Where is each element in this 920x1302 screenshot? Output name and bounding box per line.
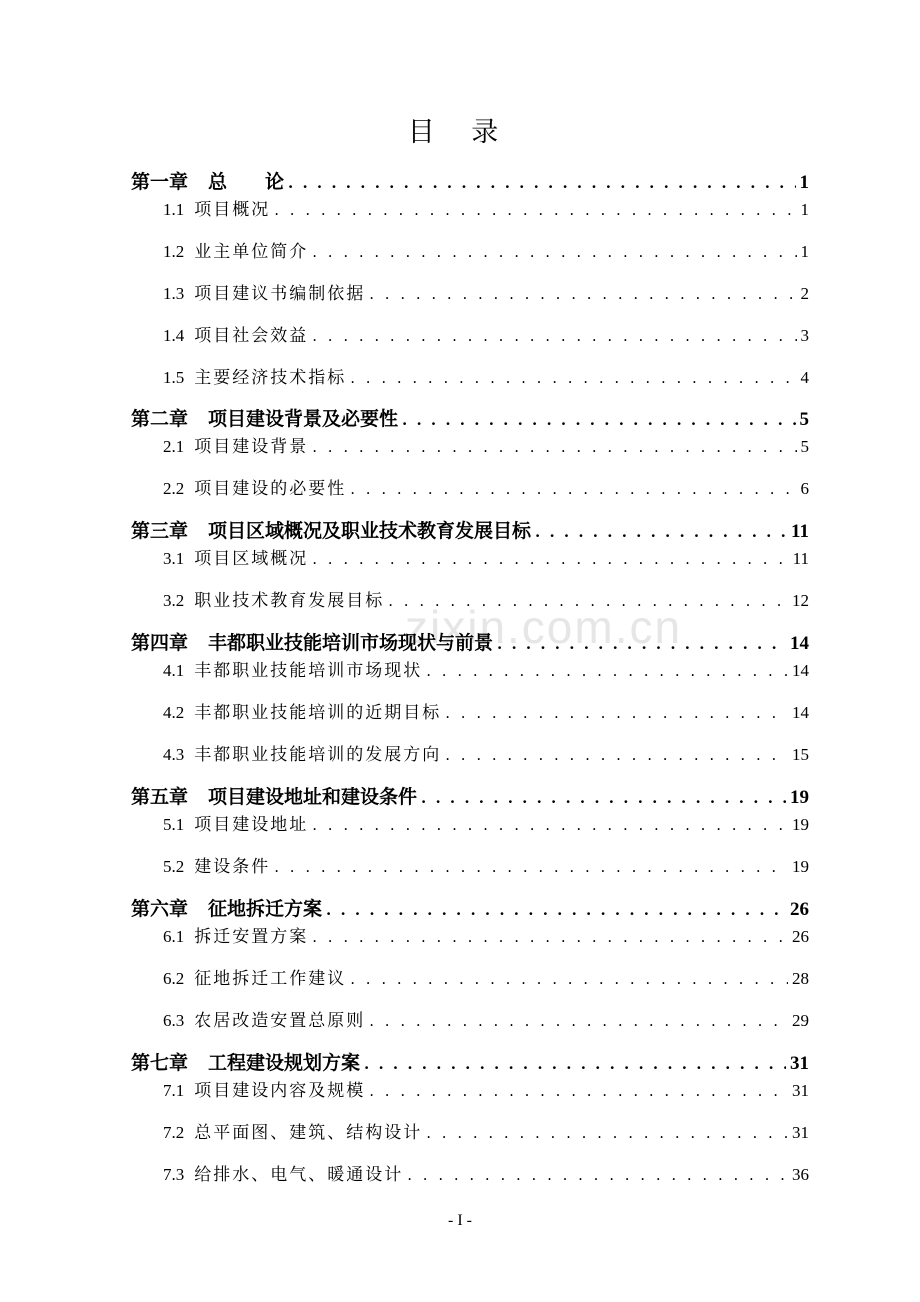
toc-entry-title: 总 论	[208, 171, 285, 193]
toc-chapter-entry[interactable]	[0, 167, 920, 197]
toc-leader-dots	[535, 523, 787, 541]
toc-section-entry[interactable]	[0, 279, 920, 309]
toc-entry-title: 丰都职业技能培训的近期目标	[194, 703, 442, 723]
toc-leader-dots	[350, 369, 796, 387]
toc-entry-number: 4.3	[163, 745, 185, 764]
toc-entry-title: 项目建议书编制依据	[194, 284, 366, 304]
toc-chapter-entry[interactable]	[0, 516, 920, 546]
toc-section-entry[interactable]	[0, 1118, 920, 1148]
toc-entry-title: 丰都职业技能培训的发展方向	[194, 745, 442, 765]
toc-entry-title: 建设条件	[194, 857, 271, 877]
toc-page-number: 31	[790, 1053, 809, 1074]
toc-entry-title: 项目概况	[194, 200, 271, 220]
toc-section-entry[interactable]	[0, 964, 920, 994]
toc-entry-number: 3.2	[163, 591, 185, 610]
toc-leader-dots	[312, 928, 788, 946]
toc-page-number: 15	[792, 745, 809, 764]
toc-entry-title: 项目建设背景及必要性	[208, 408, 399, 430]
toc-leader-dots	[402, 411, 795, 429]
toc-section-entry[interactable]	[0, 586, 920, 616]
toc-entry-title: 征地拆迁工作建议	[194, 969, 347, 989]
toc-leader-dots	[274, 858, 788, 876]
toc-entry-title: 项目建设地址和建设条件	[208, 786, 418, 808]
toc-entry-number: 第六章	[131, 898, 189, 920]
toc-leader-dots	[369, 1012, 788, 1030]
toc-entry-title: 项目社会效益	[194, 326, 309, 346]
toc-entry-title: 项目建设地址	[194, 815, 309, 835]
toc-chapter-entry[interactable]	[0, 404, 920, 434]
toc-section-entry[interactable]	[0, 195, 920, 225]
toc-leader-dots	[312, 550, 788, 568]
toc-entry-title: 项目建设内容及规模	[194, 1081, 366, 1101]
toc-entry-number: 6.1	[163, 927, 185, 946]
toc-leader-dots	[274, 201, 796, 219]
toc-page-number: 19	[792, 857, 809, 876]
toc-page-number: 6	[800, 479, 809, 498]
toc-page-number: 14	[792, 703, 809, 722]
toc-section-entry[interactable]	[0, 237, 920, 267]
toc-page-number: 31	[792, 1123, 809, 1142]
toc-page-number: 36	[792, 1165, 809, 1184]
toc-leader-dots	[312, 438, 796, 456]
toc-entry-number: 1.5	[163, 368, 185, 387]
toc-page-number: 11	[791, 521, 809, 542]
toc-leader-dots	[369, 1082, 788, 1100]
toc-chapter-entry[interactable]	[0, 894, 920, 924]
toc-page-number: 5	[800, 437, 809, 456]
toc-section-entry[interactable]	[0, 544, 920, 574]
toc-page-number: 19	[790, 787, 809, 808]
toc-section-entry[interactable]	[0, 740, 920, 770]
toc-leader-dots	[445, 746, 788, 764]
toc-page-number: 4	[800, 368, 809, 387]
toc-leader-dots	[350, 970, 788, 988]
toc-leader-dots	[288, 174, 795, 192]
toc-section-entry[interactable]	[0, 698, 920, 728]
toc-leader-dots	[369, 285, 796, 303]
toc-entry-number: 2.2	[163, 479, 185, 498]
toc-entry-number: 1.2	[163, 242, 185, 261]
toc-entry-title: 项目建设的必要性	[194, 479, 347, 499]
toc-leader-dots	[426, 1124, 788, 1142]
toc-entry-title: 丰都职业技能培训市场现状	[194, 661, 423, 681]
toc-entry-number: 4.1	[163, 661, 185, 680]
toc-page-number: 29	[792, 1011, 809, 1030]
toc-entry-number: 第三章	[131, 520, 189, 542]
toc-section-entry[interactable]	[0, 1160, 920, 1190]
toc-section-entry[interactable]	[0, 852, 920, 882]
toc-entry-number: 2.1	[163, 437, 185, 456]
toc-page-number: 28	[792, 969, 809, 988]
toc-entry-number: 第五章	[131, 786, 189, 808]
toc-leader-dots	[364, 1055, 786, 1073]
toc-page-number: 19	[792, 815, 809, 834]
toc-entry-number: 1.4	[163, 326, 185, 345]
toc-entry-number: 6.3	[163, 1011, 185, 1030]
toc-page-number: 26	[790, 899, 809, 920]
toc-page-number: 1	[800, 242, 809, 261]
toc-page-number: 12	[792, 591, 809, 610]
toc-entry-title: 征地拆迁方案	[208, 898, 323, 920]
toc-entry-title: 拆迁安置方案	[194, 927, 309, 947]
toc-entry-title: 项目区域概况及职业技术教育发展目标	[208, 520, 532, 542]
toc-section-entry[interactable]	[0, 1006, 920, 1036]
toc-section-entry[interactable]	[0, 363, 920, 393]
page-footer: - I -	[448, 1212, 472, 1229]
toc-leader-dots	[326, 901, 786, 919]
toc-entry-title: 工程建设规划方案	[208, 1052, 361, 1074]
toc-entry-number: 5.2	[163, 857, 185, 876]
toc-entry-title: 职业技术教育发展目标	[194, 591, 385, 611]
toc-entry-number: 7.3	[163, 1165, 185, 1184]
toc-section-entry[interactable]	[0, 321, 920, 351]
toc-section-entry[interactable]	[0, 656, 920, 686]
toc-entry-title: 项目建设背景	[194, 437, 309, 457]
toc-entry-number: 6.2	[163, 969, 185, 988]
toc-leader-dots	[407, 1166, 788, 1184]
toc-entry-title: 总平面图、建筑、结构设计	[194, 1123, 423, 1143]
toc-page-number: 26	[792, 927, 809, 946]
toc-page-number: 5	[799, 409, 809, 430]
toc-chapter-entry[interactable]	[0, 628, 920, 658]
toc-leader-dots	[312, 816, 788, 834]
toc-page-number: 2	[800, 284, 809, 303]
toc-entry-number: 第二章	[131, 408, 189, 430]
watermark: zixin.com.cn	[405, 601, 683, 653]
toc-page-number: 1	[799, 172, 809, 193]
toc-entry-number: 第四章	[131, 632, 189, 654]
toc-section-entry[interactable]	[0, 1076, 920, 1106]
toc-section-entry[interactable]	[0, 432, 920, 462]
toc-entry-number: 7.1	[163, 1081, 185, 1100]
toc-entry-number: 1.3	[163, 284, 185, 303]
toc-entry-number: 4.2	[163, 703, 185, 722]
toc-leader-dots	[350, 480, 796, 498]
toc-section-entry[interactable]	[0, 922, 920, 952]
toc-entry-title: 主要经济技术指标	[194, 368, 347, 388]
toc-entry-number: 第一章	[131, 171, 189, 193]
toc-chapter-entry[interactable]	[0, 782, 920, 812]
toc-page-number: 14	[790, 633, 809, 654]
toc-entry-number: 第七章	[131, 1052, 189, 1074]
toc-section-entry[interactable]	[0, 810, 920, 840]
toc-entry-number: 7.2	[163, 1123, 185, 1142]
toc-entry-title: 业主单位简介	[194, 242, 309, 262]
toc-leader-dots	[497, 635, 786, 653]
toc-entry-title: 给排水、电气、暖通设计	[194, 1165, 404, 1185]
toc-page-number: 1	[800, 200, 809, 219]
toc-entry-title: 农居改造安置总原则	[194, 1011, 366, 1031]
toc-page-number: 31	[792, 1081, 809, 1100]
toc-leader-dots	[421, 789, 786, 807]
toc-leader-dots	[426, 662, 788, 680]
toc-page-number: 14	[792, 661, 809, 680]
toc-leader-dots	[388, 592, 788, 610]
toc-entry-number: 5.1	[163, 815, 185, 834]
toc-page-number: 3	[800, 326, 809, 345]
toc-title: 目 录	[407, 117, 513, 148]
toc-page-number: 11	[792, 549, 809, 568]
toc-entry-number: 1.1	[163, 200, 185, 219]
toc-chapter-entry[interactable]	[0, 1048, 920, 1078]
toc-entry-title: 丰都职业技能培训市场现状与前景	[208, 632, 494, 654]
toc-leader-dots	[312, 327, 796, 345]
toc-leader-dots	[445, 704, 788, 722]
toc-entry-title: 项目区域概况	[194, 549, 309, 569]
toc-section-entry[interactable]	[0, 474, 920, 504]
toc-entry-number: 3.1	[163, 549, 185, 568]
toc-leader-dots	[312, 243, 796, 261]
